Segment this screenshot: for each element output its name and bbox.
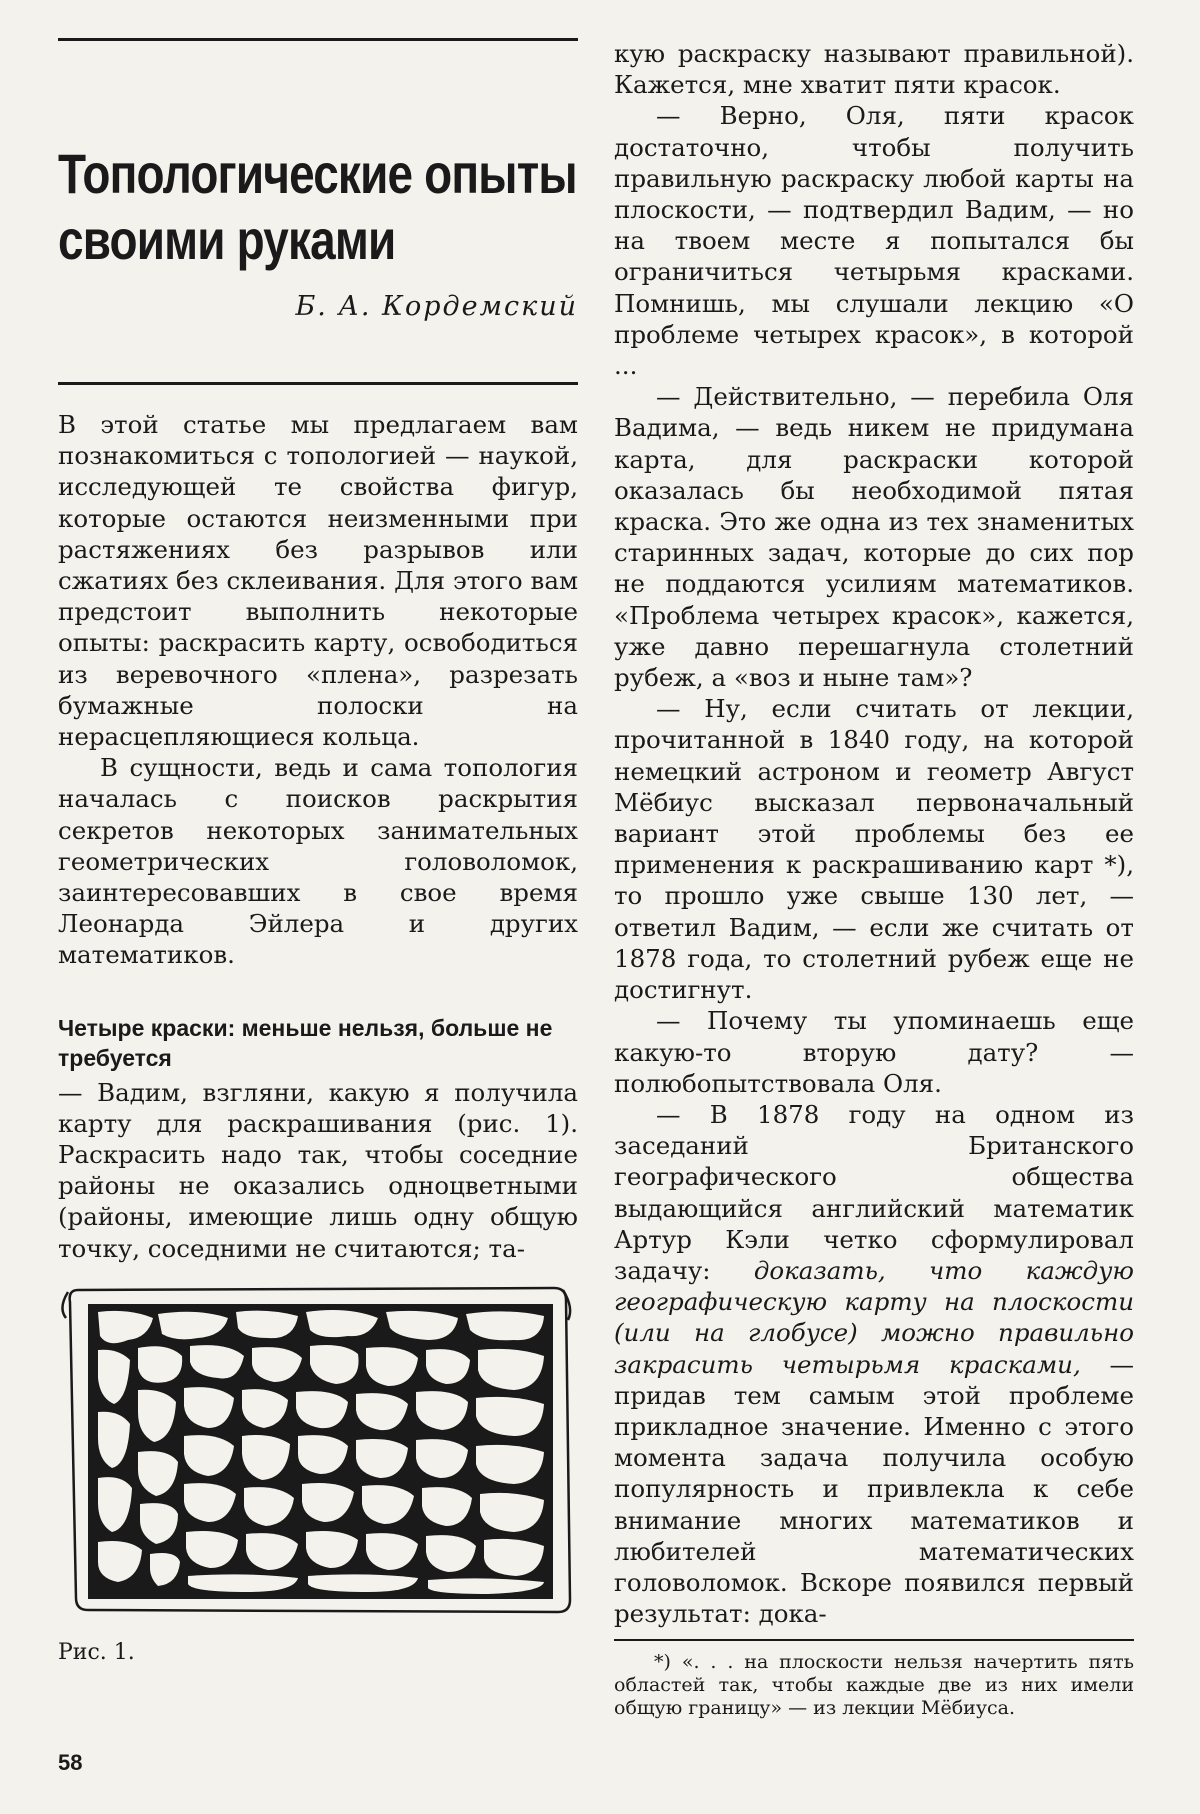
- intro-rule: [58, 382, 578, 385]
- article-author: Б. А. Кордемский: [295, 291, 578, 322]
- figure-caption: Рис. 1.: [58, 1639, 135, 1665]
- footnote: *) «. . . на плоскости нельзя начертить пять областей так, чтобы каждые две из них имели общую границу» — из лекции Мёбиуса.: [614, 1651, 1134, 1720]
- right-paragraph-4: — Почему ты упоминаешь еще какую-то вторую дату? — полюбопытствовала Оля.: [614, 1006, 1134, 1098]
- footnote-rule: [614, 1639, 1134, 1641]
- right-paragraph-2: — Действительно, — перебила Оля Вадима, — ведь никем не придумана карта, для раскраски которой оказалась бы необходимой пятая краска. Это же одна из тех знаменитых старинных задач, которые до сих пор не поддаются усилиям математиков. «Проблема четырех красок», кажется, уже давно перешагнула столетний рубеж, а «воз и ныне там»?: [614, 382, 1134, 693]
- intro-paragraph-1: В этой статье мы предлагаем вам познакомиться с топологией — наукой, исследующей те свойства фигур, которые остаются неизменными при растяжениях без разрывов или сжатиях без склеивания. Для этого вам предстоит выполнить некоторые опыты: раскрасить карту, освободиться из веревочного «плена», разрезать бумажные полоски на нерасцепляющиеся кольца.: [58, 410, 578, 752]
- left-column: [58, 38, 578, 1665]
- intro-paragraph-2: В сущности, ведь и сама топология началась с поисков раскрытия секретов некоторых занимательных геометрических головоломок, заинтересовавших в свое время Леонарда Эйлера и других математиков.: [58, 753, 578, 970]
- p5-italic: доказать, что каждую географическую карту на плоскости (или на глобусе) можно правильно закрасить четырьмя красками,: [614, 1255, 1134, 1379]
- section-heading: Четыре краски: меньше нельзя, больше не требуется: [58, 1014, 553, 1071]
- p5-end: — придав тем самым этой проблеме прикладное значение. Именно с этого момента задача получила особую популярность и привлекла к себе внимание многих математиков и любителей математических головоломок. Вскоре появился первый результат: дока-: [614, 1349, 1134, 1629]
- page-number: 58: [58, 1750, 83, 1775]
- article-title: Топологические опыты своими руками: [58, 142, 577, 271]
- right-paragraph-1: — Верно, Оля, пяти красок достаточно, чтобы получить правильную раскраску любой карты на плоскости, — подтвердил Вадим, — но на твоем месте я попытался бы ограничиться четырьмя красками. Помнишь, мы слушали лекцию «О проблеме четырех красок», в которой ...: [614, 101, 1134, 381]
- right-paragraph-5: [614, 1099, 1134, 1629]
- section-paragraph-1: — Вадим, взгляни, какую я получила карту для раскрашивания (рис. 1). Раскрасить надо так, чтобы соседние районы не оказались одноцветными (районы, имеющие лишь одну общую точку, соседними не считаются; та-: [58, 1077, 578, 1263]
- right-paragraph-3: — Ну, если считать от лекции, прочитанной в 1840 году, на которой немецкий астроном и геометр Август Мёбиус высказал первоначальный вариант этой проблемы без ее применения к раскрашиванию карт *), то прошло уже свыше 130 лет, — ответил Вадим, — если же считать от 1878 года, то столетний рубеж еще не достигнут.: [614, 694, 1134, 1005]
- map-figure: [58, 1278, 578, 1618]
- p5-start: — В 1878 году на одном из заседаний Британского географического общества выдающийся английский математик Артур Кэли четко сформулировал задачу:: [614, 1099, 1134, 1285]
- right-column: [614, 38, 1134, 1720]
- right-paragraph-0: кую раскраску называют правильной). Кажется, мне хватит пяти красок.: [614, 39, 1134, 100]
- top-rule: [58, 38, 578, 41]
